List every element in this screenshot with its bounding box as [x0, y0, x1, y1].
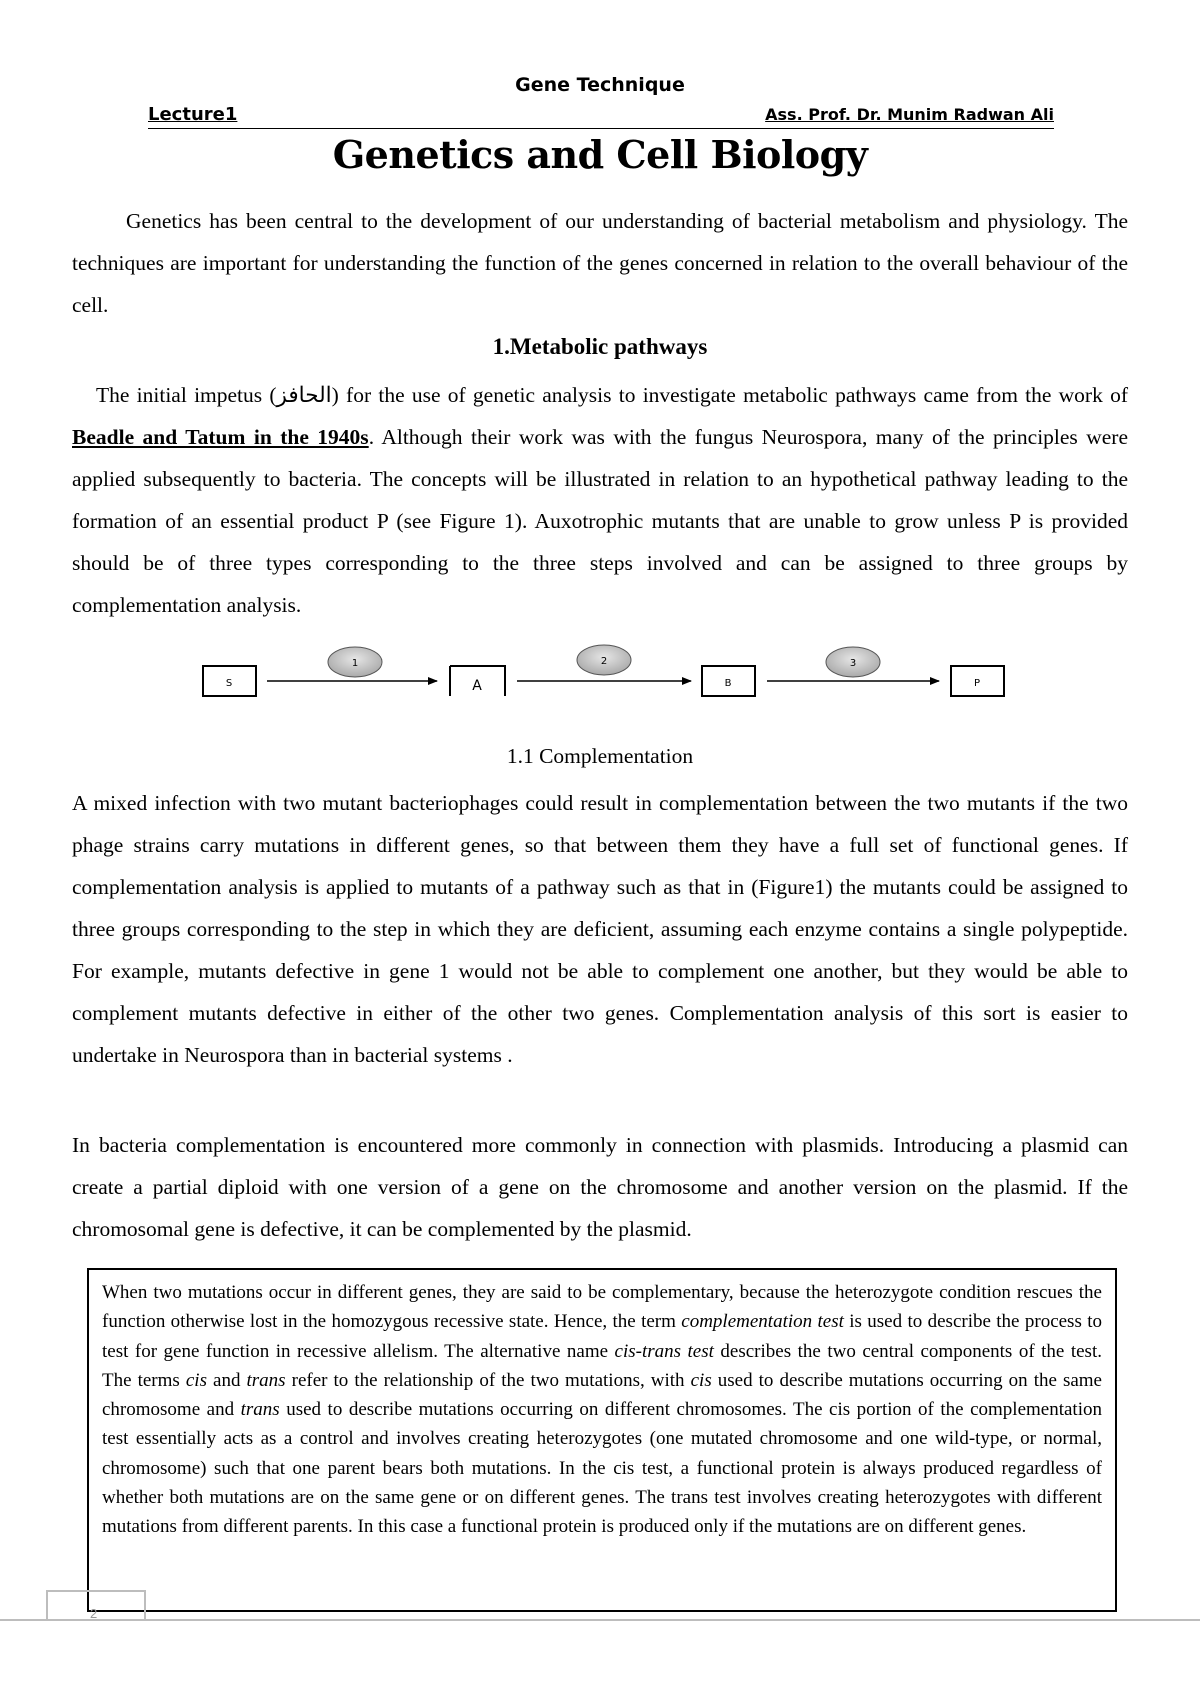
note-text-5: refer to the relationship of the two mutations, with [285, 1369, 691, 1391]
beadle-tatum-reference: Beadle and Tatum in the 1940s [72, 425, 369, 449]
note-term-cis-2: cis [690, 1369, 712, 1391]
note-term-cis: cis [185, 1369, 207, 1391]
author-name: Ass. Prof. Dr. Munim Radwan Ali [765, 105, 1054, 124]
footer-rule [0, 1619, 1200, 1621]
enzyme-step-1-label: 1 [351, 658, 359, 669]
paragraph-text-part2: . Although their work was with the fungus Neurospora, many of the principles were applied subsequently to bacteria. The concepts will be illustrated in relation to an hypothetical pathway leading to the formation of an essential product P (see Figure 1). Auxotrophic mutants that are unable to grow unless P is provided should be of three types corresponding to the three steps involved and can be assigned to three groups by complementation analysis. [72, 425, 1129, 617]
note-text-3: describes the two central components of the test. The terms [102, 1340, 1102, 1391]
note-text-4: and [206, 1369, 247, 1391]
enzyme-step-3-label: 3 [849, 658, 857, 669]
pathway-diagram [195, 640, 1015, 715]
pathway-node-p-label: P [973, 678, 981, 689]
enzyme-step-2-label: 2 [600, 656, 608, 667]
note-text-1: When two mutations occur in different genes, they are said to be complementary, because the heterozygote condition rescues the function otherwise lost in the homozygous recessive state. Hence, the term [102, 1282, 1102, 1333]
intro-paragraph [72, 200, 1128, 326]
note-term-complementation-test: complementation test [681, 1311, 844, 1333]
lecture-header [148, 102, 1054, 129]
metabolic-pathways-paragraph [72, 374, 1128, 626]
note-text-7: used to describe mutations occurring on different chromosomes. The cis portion of the complementation test essentially acts as a control and involves creating heterozygotes (one mutated chromosome and one wild-type, or normal, chromosome) such that one parent bears both mutations. In the cis test, a functional protein is always produced regardless of whether both mutations are on the same gene or on different genes. The trans test involves creating heterozygotes with different mutations from different parents. In this case a functional protein is produced only if the mutations are on different genes. [102, 1399, 1102, 1538]
note-term-cis-trans-test: cis-trans test [614, 1340, 714, 1362]
note-text [102, 1278, 1102, 1542]
complementation-note-box [87, 1268, 1117, 1612]
page-number: 2 [90, 1606, 98, 1621]
pathway-node-b-label: B [724, 678, 732, 689]
note-term-trans-2: trans [240, 1399, 280, 1421]
note-text-2: is used to describe the process to test for gene function in recessive allelism. The alternative name [102, 1311, 1102, 1362]
paragraph-text-part1: The initial impetus (الحافز) for the use of genetic analysis to investigate metabolic pathways came from the work of [96, 383, 1128, 407]
pathway-node-a-label: A [472, 678, 482, 694]
lecture-label: Lecture1 [148, 104, 238, 125]
section-heading-metabolic-pathways: 1.Metabolic pathways [492, 334, 708, 359]
page-title: Genetics and Cell Biology [332, 132, 868, 177]
note-term-trans: trans [246, 1369, 286, 1391]
intro-text: Genetics has been central to the development of our understanding of bacterial metabolism and physiology. The techniques are important for understanding the function of the genes concerned in relation to the overall behaviour of the cell. [72, 209, 1128, 317]
subsection-heading-complementation: 1.1 Complementation [506, 744, 694, 768]
complementation-paragraph-2: In bacteria complementation is encountered more commonly in connection with plasmids. Introducing a plasmid can create a partial diploid with one version of a gene on the chromosome and another version on the plasmid. If the chromosomal gene is defective, it can be complemented by the plasmid. [72, 1133, 1128, 1241]
pathway-node-s-label: S [225, 678, 233, 689]
complementation-paragraph-1: A mixed infection with two mutant bacteriophages could result in complementation between the two mutants if the two phage strains carry mutations in different genes, so that between them they have a full set of functional genes. If complementation analysis is applied to mutants of a pathway such as that in (Figure1) the mutants could be assigned to three groups corresponding to the step in which they are deficient, assuming each enzyme contains a single polypeptide. For example, mutants defective in gene 1 would not be able to complement one another, but they would be able to complement mutants defective in either of the other two genes. Complementation analysis of this sort is easier to undertake in Neurospora than in bacterial systems . [72, 791, 1128, 1067]
note-text-6: used to describe mutations occurring on the same chromosome and [102, 1369, 1102, 1421]
course-title: Gene Technique [515, 74, 685, 96]
